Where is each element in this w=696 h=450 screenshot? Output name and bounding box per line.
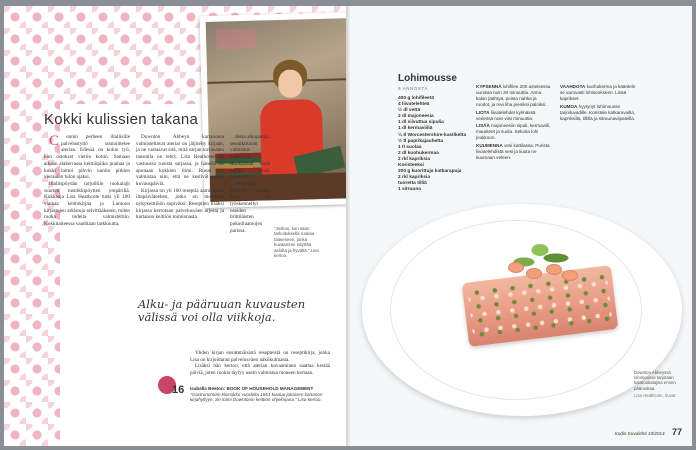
ingredient: ½ dl vettä — [398, 108, 421, 114]
book-sidebar — [190, 386, 330, 403]
ingredient: 2 rkl kapriksia — [398, 156, 431, 162]
step-text: majoneesiin sipuli, kermaviili, mausteet ja suola. Sekoita lohi joukkoon. — [476, 123, 551, 141]
ingredient: 2 dl kuohukermaa — [398, 150, 439, 156]
shrimp-garnish — [526, 268, 542, 279]
ingredient: 1 dl siivuttua sipulia — [398, 120, 444, 126]
ingredient: ¼ tl Worcestershire-kastiketta — [398, 132, 467, 138]
step-text: vesi kattilassa. Purista liivatelehdistä vesi ja liuota ne kuumaan veteen. — [476, 143, 550, 160]
ingredient: 2 rkl kapriksia — [398, 175, 431, 181]
food-photo-caption — [634, 370, 688, 398]
paragraph: Yhden kirjan ensimmäisistä resepteistä on reseptikirja, jonka Lisa on kirjoittanut palvelusväen näkökulmasta. — [190, 350, 330, 363]
body-column-2 — [136, 134, 224, 221]
ingredient: 1 tl suolaa — [398, 144, 422, 150]
page-folio — [615, 422, 682, 440]
step-keyword: LISÄÄ — [476, 123, 490, 129]
ingredient: 1 sitruuna — [398, 187, 421, 193]
paragraph: Lisäksi hän kertoo, että aterian kuvaaminen saattaa kestää päiviä, joten ruokia täytyy usein valmistaa moneen kertaan. — [190, 363, 330, 377]
page-number: 77 — [671, 427, 682, 437]
recipe-step — [476, 110, 552, 122]
photo-credit: Lisa Heathcote, kuvat — [634, 392, 676, 398]
pull-quote: Alku- ja pääruuan kuvausten välissä voi olla viikkoja. — [138, 297, 306, 324]
magazine-name: Kodin Kuvalehti 10/2014 — [614, 431, 665, 436]
recipe-step — [476, 123, 552, 141]
ingredient: 2 dl majoneesia — [398, 114, 434, 120]
sidebar-heading: Isabella Beeton: BOOK OF HOUSEHOLD MANAGEMENT — [190, 386, 314, 391]
face — [278, 69, 303, 98]
ingredient: tuoretta tilliä — [398, 181, 427, 187]
photo-caption: ”Joskus, kun saan tarkoituksella ruokaa taiteeseen, jonka kuvaamme näyttää aidolta ja hyvältä.” Lisa kertoo. — [274, 226, 319, 259]
step-text: hyytynyt lohimousse tarjoiluvadille. Koristele katkaravuilla, kapriksilla, tillillä ja sitruunaviipaleilla. — [560, 103, 636, 121]
recipe-title: Lohimousse — [398, 73, 457, 84]
caption-text: Downton Abbeyssä lohimousse tarjotaan kalaruokalajina ennen pääruokaa. — [634, 370, 676, 391]
wall-decoration — [216, 29, 257, 50]
ingredient: ½ tl paprikajauhetta — [398, 138, 444, 144]
body-column-4 — [190, 350, 330, 377]
left-page — [4, 6, 346, 446]
paragraph: Downton Abbeyn lisäksi Lisa on työskennellyt useiden brittiläisten pukudraamojen parissa. — [230, 180, 270, 234]
ingredient-list — [398, 96, 468, 194]
sidebar-body: ”Gastronomian klassikko vuodelta 1861 kuuluu jokaisen kartanon kirjahyllyyn. Se toimi Downtonin keittiön ohjekirjana.” Lisa kertoo. — [190, 391, 323, 403]
recipe-step — [476, 143, 552, 161]
ingredient: Koristeeksi — [398, 163, 424, 169]
step-keyword: KUMOA — [560, 103, 578, 109]
shrimp-garnish — [508, 262, 524, 273]
body-column-3 — [230, 134, 270, 235]
step-keyword: KYPSENNÄ — [476, 84, 502, 89]
paragraph: Downton Abbeyn kartanossa valmistettavat ateriat on jäljitelty kirjaan, ja ne vastaavat sitä, mitä sarjan kuvausten taustalla on tehty. Lisa Heathcote oli vastuussa ruoista sarjassa, ja hänellä oli apunaan kokkien tiimi. Ruuat piti valmistaa niin, että ne kestivät pitkiä kuvauspäiviä. — [136, 134, 224, 187]
step-text: liivatelehdet kylmässä vedessä noin viisi minuuttia. — [476, 109, 536, 121]
step-keyword: VAAHDOTA — [560, 84, 586, 89]
ingredient: 200 g kuorittuja katkarapuja — [398, 169, 462, 175]
ingredient: 1 dl kermaviiliä — [398, 126, 433, 132]
recipe-steps-2 — [560, 84, 640, 123]
step-text: lohifilee 200 asteisessa uunissa noin 20 minuuttia. Anna kalan jäähtyä, poista nahka ja ruodot, ja revi liha pieniksi paloiksi. — [476, 84, 551, 107]
recipe-step — [476, 84, 552, 108]
step-keyword: KUUMENNA — [476, 143, 503, 149]
drop-cap: C — [49, 133, 60, 149]
step-text: kuohukerma ja kääntele se varovasti lohiseokseen. Lisää kaprikset. — [560, 84, 636, 101]
paragraph: Illallispöydän tarjoiltiin ruokalajit suurten rustiikkipöytien ympärillä. Kokkaaja Lisa Heathcote tutki yli 100 vanhaa keittokirjaa ja Lontoon kirjastojen arkistoja selvittääkseen, miten ruoka todella valmistettiin. Kokkitaiteessa vaaditaan tarkkuutta. — [44, 180, 130, 228]
shrimp-garnish — [546, 264, 562, 275]
right-page — [350, 6, 692, 446]
recipe-steps-1 — [476, 84, 552, 163]
chef-photo-image — [206, 18, 346, 202]
recipe-servings: 6 ANNOSTA — [398, 86, 428, 91]
paragraph — [44, 134, 130, 181]
sidebar-number: 16 — [172, 384, 185, 396]
paragraph: Kirjassa on yli 100 reseptiä aamiaisesta iltapäiväteehen, jotka on muokattu nykykeittiöön sopiviksi. Reseptien lisäksi kirjassa kerrotaan palvelusväen arjesta ja kartanon keittiön toiminnasta. — [136, 187, 224, 221]
article-headline: Kokki kulissien takana — [44, 111, 199, 128]
recipe-step — [560, 104, 640, 122]
shrimp-garnish — [562, 270, 578, 281]
body-column-1 — [44, 134, 130, 228]
paragraph-text: onnin perheen illallisille palvelustyttö suunnittelee aterian. Edessä on kokin työ, kun ostokset vietiin kotiin. Samaan aikaan alakerrassa keittiöpiika puuhaa ja kokki laittoi pihvin uuniin pitkien vieraiden tulon ajaksi. — [44, 134, 130, 181]
step-keyword: LIOTA — [476, 109, 490, 115]
ingredient: 4 liivatelehteä — [398, 102, 430, 108]
recipe-step — [560, 84, 640, 102]
ingredient: 400 g lohifileetä — [398, 96, 434, 101]
paragraph: desta alkupaloja, sesonkiruoan valmistus keittiössä. Ruokalistat eivät muutu kovin nopeasti. — [230, 134, 270, 181]
